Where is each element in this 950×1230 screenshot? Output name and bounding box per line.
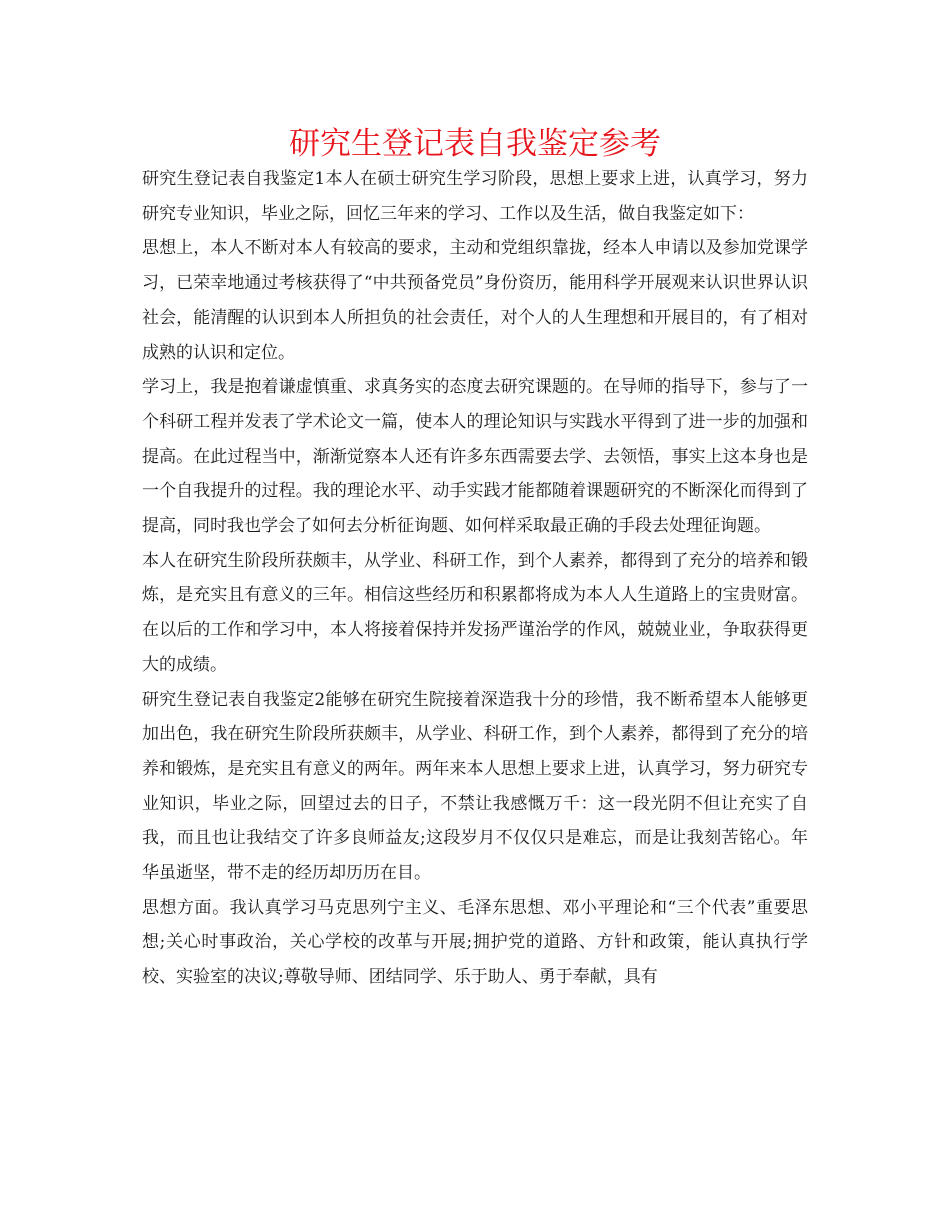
- paragraph-4: 本人在研究生阶段所获颇丰，从学业、科研工作，到个人素养，都得到了充分的培养和锻炼，是充实且有意义的三年。相信这些经历和积累都将成为本人人生道路上的宝贵财富。在以后的工作和学习中，本人将接着保持并发扬严谨治学的作风，兢兢业业，争取获得更大的成绩。: [142, 550, 808, 675]
- document-title: 研究生登记表自我鉴定参考: [289, 126, 661, 162]
- paragraph-5: 研究生登记表自我鉴定2能够在研究生院接着深造我十分的珍惜，我不断希望本人能够更加出色，我在研究生阶段所获颇丰，从学业、科研工作，到个人素养，都得到了充分的培养和锻炼，是充实且有意义的两年。两年来本人思想上要求上进，认真学习，努力研究专业知识，毕业之际，回望过去的日子，不禁让我感慨万千：这一段光阴不但让充实了自我，而且也让我结交了许多良师益友;这段岁月不仅仅只是难忘，而是让我刻苦铭心。年华虽逝坚，带不走的经历却历历在目。: [142, 689, 808, 884]
- paragraph-3: 学习上，我是抱着谦虚慎重、求真务实的态度去研究课题的。在导师的指导下，参与了一个科研工程并发表了学术论文一篇，使本人的理论知识与实践水平得到了进一步的加强和提高。在此过程当中，渐渐觉察本人还有许多东西需要去学、去领悟，事实上这本身也是一个自我提升的过程。我的理论水平、动手实践才能都随着课题研究的不断深化而得到了提高，同时我也学会了如何去分析征询题、如何样采取最正确的手段去处理征询题。: [142, 377, 808, 537]
- paragraph-2: 思想上，本人不断对本人有较高的要求，主动和党组织靠拢，经本人申请以及参加党课学习，已荣幸地通过考核获得了“中共预备党员”身份资历，能用科学开展观来认识世界认识社会，能清醒的认识到本人所担负的社会责任，对个人的人生理想和开展目的，有了相对成熟的认识和定位。: [142, 238, 808, 363]
- paragraph-6: 思想方面。我认真学习马克思列宁主义、毛泽东思想、邓小平理论和“三个代表”重要思想;关心时事政治，关心学校的改革与开展;拥护党的道路、方针和政策，能认真执行学校、实验室的决议;尊敬导师、团结同学、乐于助人、勇于奉献，具有: [142, 897, 808, 988]
- paragraph-1: 研究生登记表自我鉴定1本人在硕士研究生学习阶段，思想上要求上进，认真学习，努力研究专业知识，毕业之际，回忆三年来的学习、工作以及生活，做自我鉴定如下：: [142, 169, 808, 224]
- document-body: [142, 162, 808, 995]
